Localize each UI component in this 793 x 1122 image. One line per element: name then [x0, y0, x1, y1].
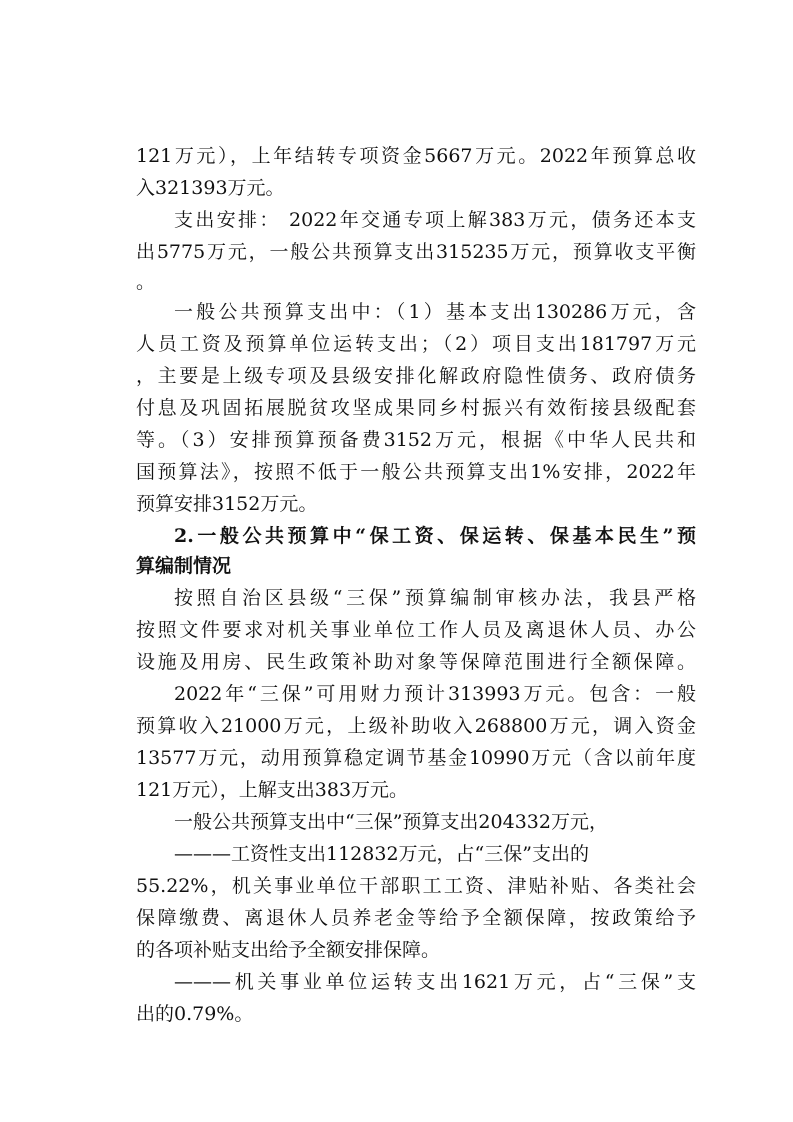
text-line: 支出安排： 2022年交通专项上解383万元，债务还本支	[174, 209, 696, 231]
text-line: 预算安排3152万元。	[136, 493, 318, 515]
text-line: 121万元），上解支出383万元。	[136, 779, 409, 801]
section-heading: 2.一般公共预算中“保工资、保运转、保基本民生”预	[174, 525, 696, 547]
text-line: 付息及巩固拓展脱贫攻坚成果同乡村振兴有效衔接县级配套	[136, 397, 696, 419]
text-line: 出的0.79%。	[136, 1003, 254, 1025]
text-line: ———机关事业单位运转支出1621万元，占“三保”支	[174, 971, 696, 993]
text-line: 等。（3）安排预算预备费3152万元，根据《中华人民共和	[136, 429, 696, 451]
text-line: 入321393万元。	[136, 177, 285, 199]
text-line: 人员工资及预算单位运转支出；（2）项目支出181797万元	[136, 333, 696, 355]
text-line: 按照文件要求对机关事业单位工作人员及离退休人员、办公	[136, 619, 696, 641]
text-line: 预算收入21000万元，上级补助收入268800万元，调入资金	[136, 715, 696, 737]
text-line: 按照自治区县级“三保”预算编制审核办法，我县严格	[174, 587, 696, 609]
text-line: 设施及用房、民生政策补助对象等保障范围进行全额保障。	[136, 651, 696, 673]
text-line: 的各项补贴支出给予全额安排保障。	[136, 939, 441, 961]
text-line: 保障缴费、离退休人员养老金等给予全额保障，按政策给予	[136, 907, 696, 929]
text-line: 一般公共预算支出中“三保”预算支出204332万元，	[174, 811, 608, 833]
text-line: 。	[136, 271, 156, 293]
text-line: 13577万元，动用预算稳定调节基金10990万元（含以前年度	[136, 747, 696, 769]
text-line: 121万元），上年结转专项资金5667万元。2022年预算总收	[136, 145, 696, 167]
text-line: 2022年“三保”可用财力预计313993万元。包含：一般	[174, 683, 696, 705]
text-line: 国预算法》，按照不低于一般公共预算支出1%安排，2022年	[136, 461, 696, 483]
text-line: ———工资性支出112832万元，占“三保”支出的	[174, 843, 589, 865]
section-heading: 算编制情况	[136, 555, 232, 577]
text-line: 55.22%，机关事业单位干部职工工资、津贴补贴、各类社会	[136, 875, 696, 897]
text-line: 一般公共预算支出中：（1）基本支出130286万元，含	[174, 301, 696, 323]
text-line: ，主要是上级专项及县级安排化解政府隐性债务、政府债务	[136, 365, 696, 387]
text-line: 出5775万元，一般公共预算支出315235万元，预算收支平衡	[136, 241, 696, 263]
